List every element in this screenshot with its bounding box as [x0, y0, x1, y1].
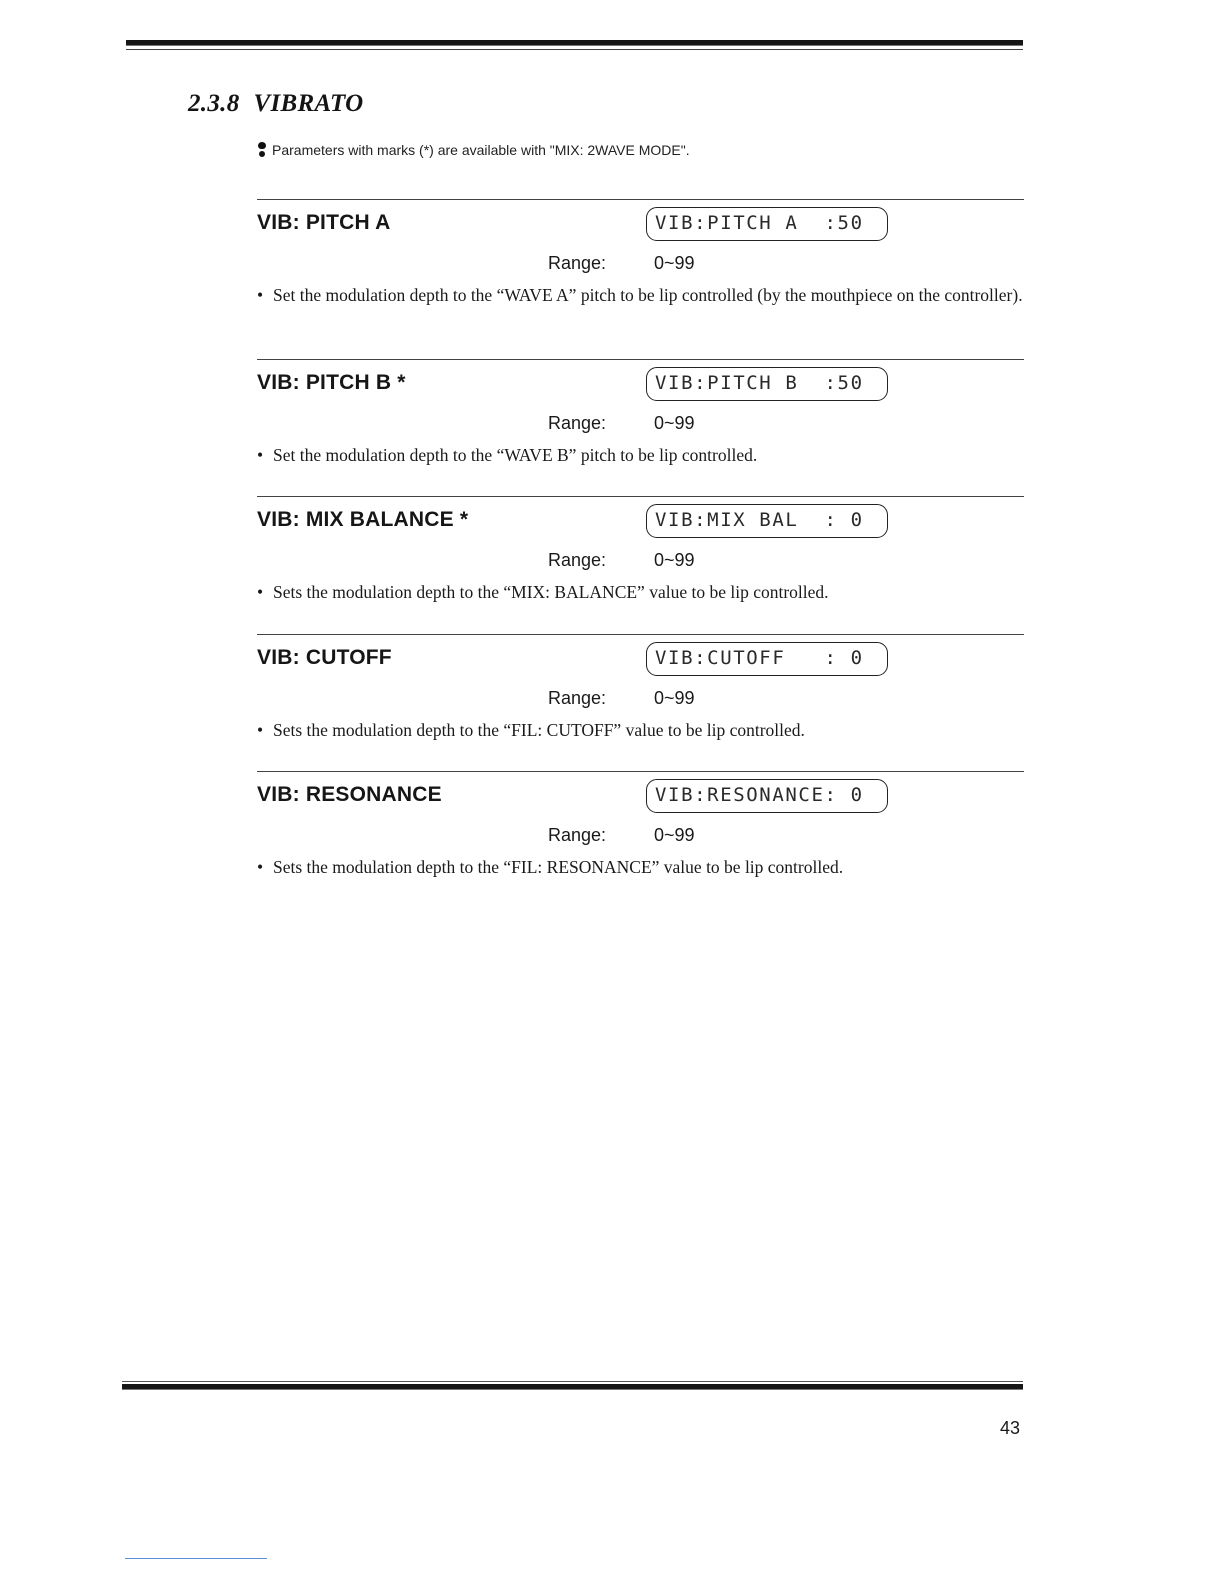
range-label: Range: — [548, 550, 607, 570]
range-label: Range: — [548, 253, 607, 273]
param-name: VIB: PITCH A — [257, 211, 391, 234]
lcd-display: VIB:MIX BAL : 0 — [646, 504, 888, 538]
section-number: 2.3.8 — [188, 90, 240, 117]
param-description — [257, 283, 1024, 307]
param-pitch-a — [257, 199, 1024, 339]
bullet: • — [257, 857, 264, 877]
lcd-display: VIB:CUTOFF : 0 — [646, 642, 888, 676]
param-description — [257, 443, 1024, 467]
param-name: VIB: CUTOFF — [257, 646, 392, 669]
range-value: 0~99 — [654, 253, 695, 273]
param-resonance — [257, 771, 1024, 891]
description-text: Sets the modulation depth to the “FIL: CUTOFF” value to be lip controlled. — [273, 720, 805, 740]
lcd-display: VIB:RESONANCE: 0 — [646, 779, 888, 813]
param-divider — [257, 359, 1024, 360]
range-label: Range: — [548, 688, 607, 708]
bullet: • — [257, 285, 264, 305]
range-value: 0~99 — [654, 825, 695, 845]
param-mix-balance — [257, 496, 1024, 616]
bullet: • — [257, 445, 264, 465]
param-description — [257, 718, 1024, 742]
param-description — [257, 855, 1024, 879]
page-number: 43 — [1000, 1418, 1021, 1438]
attention-icon — [257, 141, 266, 159]
bullet: • — [257, 582, 264, 602]
param-divider — [257, 771, 1024, 772]
range-label: Range: — [548, 413, 607, 433]
section-title — [188, 90, 364, 118]
range-value: 0~99 — [654, 550, 695, 570]
description-text: Sets the modulation depth to the “MIX: BALANCE” value to be lip controlled. — [273, 582, 829, 602]
param-description — [257, 580, 1024, 604]
lcd-display: VIB:PITCH B :50 — [646, 367, 888, 401]
param-divider — [257, 199, 1024, 200]
param-divider — [257, 496, 1024, 497]
description-text: Set the modulation depth to the “WAVE A” pitch to be lip controlled (by the mouthpiece on the controller). — [273, 285, 1023, 305]
description-text: Set the modulation depth to the “WAVE B” pitch to be lip controlled. — [273, 445, 758, 465]
bottom-rule-thin — [122, 1381, 1023, 1382]
bottom-rule — [122, 1384, 1023, 1390]
mode-note — [257, 141, 690, 159]
param-name: VIB: MIX BALANCE * — [257, 508, 469, 531]
bullet: • — [257, 720, 264, 740]
param-cutoff — [257, 634, 1024, 754]
section-title-text: VIBRATO — [253, 90, 364, 117]
range-value: 0~99 — [654, 413, 695, 433]
top-rule-thin — [126, 49, 1023, 50]
mode-note-text: Parameters with marks (*) are available with "MIX: 2WAVE MODE". — [272, 142, 690, 158]
top-rule — [126, 40, 1023, 46]
lcd-display: VIB:PITCH A :50 — [646, 207, 888, 241]
param-pitch-b — [257, 359, 1024, 479]
range-value: 0~99 — [654, 688, 695, 708]
param-divider — [257, 634, 1024, 635]
param-name: VIB: PITCH B * — [257, 371, 406, 394]
description-text: Sets the modulation depth to the “FIL: RESONANCE” value to be lip controlled. — [273, 857, 844, 877]
footer-line — [125, 1558, 267, 1559]
param-name: VIB: RESONANCE — [257, 783, 442, 806]
range-label: Range: — [548, 825, 607, 845]
